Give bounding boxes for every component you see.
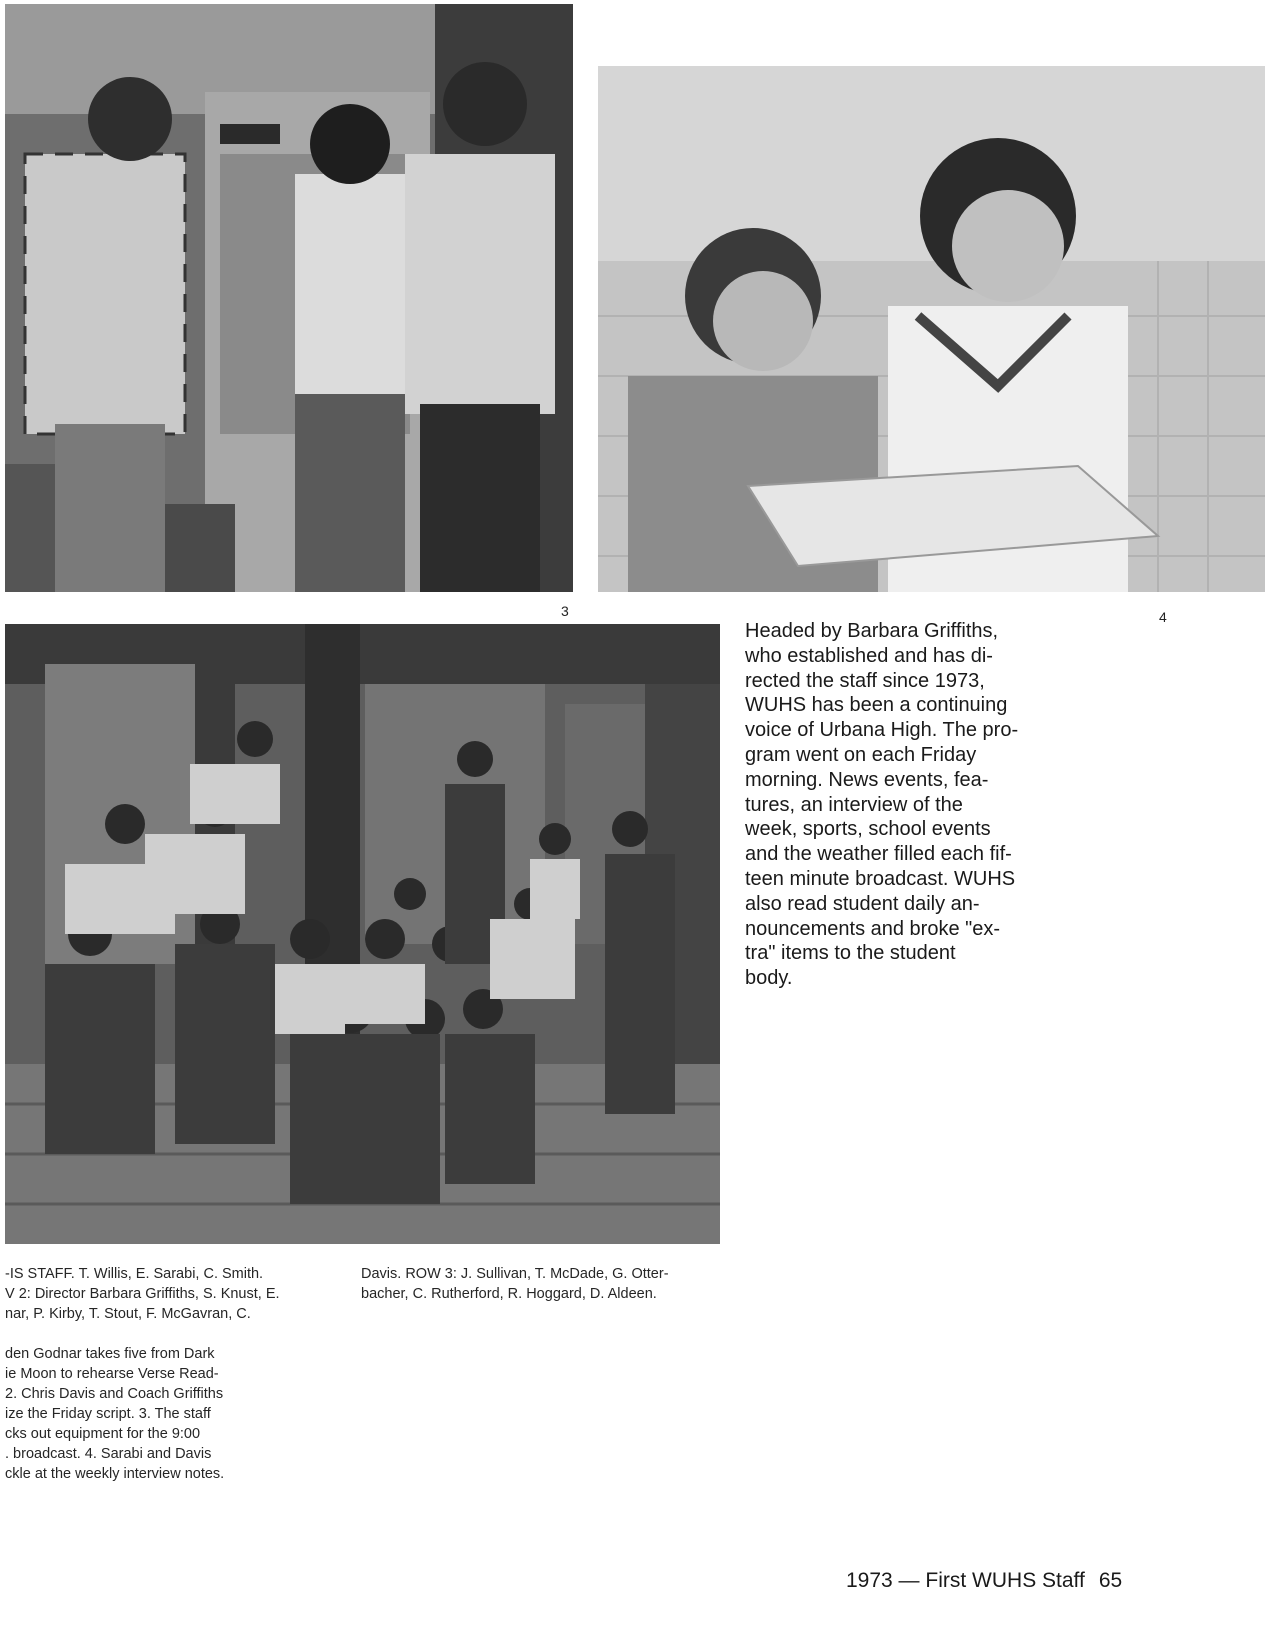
photo-staff-group [5,624,720,1244]
body-line: tures, an interview of the [745,793,963,816]
body-line: also read student daily an- [745,892,980,915]
photo-interview-notes [598,66,1265,592]
page-number: 65 [1098,1569,1123,1592]
body-line: gram went on each Friday [745,743,977,766]
caption-staff-roster-continued [361,1264,721,1304]
caption-line: ckle at the weekly interview notes. [5,1466,225,1482]
body-line: WUHS has been a continuing [745,694,1008,717]
body-line: voice of Urbana High. The pro- [745,719,1019,742]
photo-equipment-check [5,4,573,592]
body-paragraph [745,619,1045,991]
body-line: rected the staff since 1973, [745,669,985,692]
body-line: body. [745,967,793,990]
body-line: morning. News events, fea- [745,768,989,791]
caption-line: nar, P. Kirby, T. Stout, F. McGavran, C. [5,1306,251,1322]
caption-line: Davis. ROW 3: J. Sullivan, T. McDade, G. Otter- [361,1266,669,1282]
body-line: Headed by Barbara Griffiths, [745,620,999,642]
body-line: tra" items to the student [745,942,956,965]
body-line: week, sports, school events [745,818,991,841]
body-line: nouncements and broke "ex- [745,917,1001,940]
body-line: and the weather filled each fif- [745,843,1012,866]
caption-line: ie Moon to rehearse Verse Read- [5,1366,219,1382]
caption-line: V 2: Director Barbara Griffiths, S. Knust, E. [5,1286,280,1302]
body-line: who established and has di- [745,644,993,667]
caption-line: -IS STAFF. T. Willis, E. Sarabi, C. Smith. [5,1266,264,1282]
page-footer [846,1569,1122,1593]
caption-line: den Godnar takes five from Dark [5,1346,215,1362]
caption-staff-roster [5,1264,345,1324]
caption-line: bacher, C. Rutherford, R. Hoggard, D. Aldeen. [361,1286,657,1302]
section-title: 1973 — First WUHS Staff [846,1569,1085,1592]
body-line: teen minute broadcast. WUHS [745,867,1016,890]
photo-number-3: 3 [561,603,569,619]
caption-line: 2. Chris Davis and Coach Griffiths [5,1386,224,1402]
caption-line: ize the Friday script. 3. The staff [5,1406,211,1422]
caption-photo-notes [5,1344,305,1484]
caption-line: cks out equipment for the 9:00 [5,1426,201,1442]
photo-number-4: 4 [1159,609,1167,625]
caption-line: . broadcast. 4. Sarabi and Davis [5,1446,212,1462]
